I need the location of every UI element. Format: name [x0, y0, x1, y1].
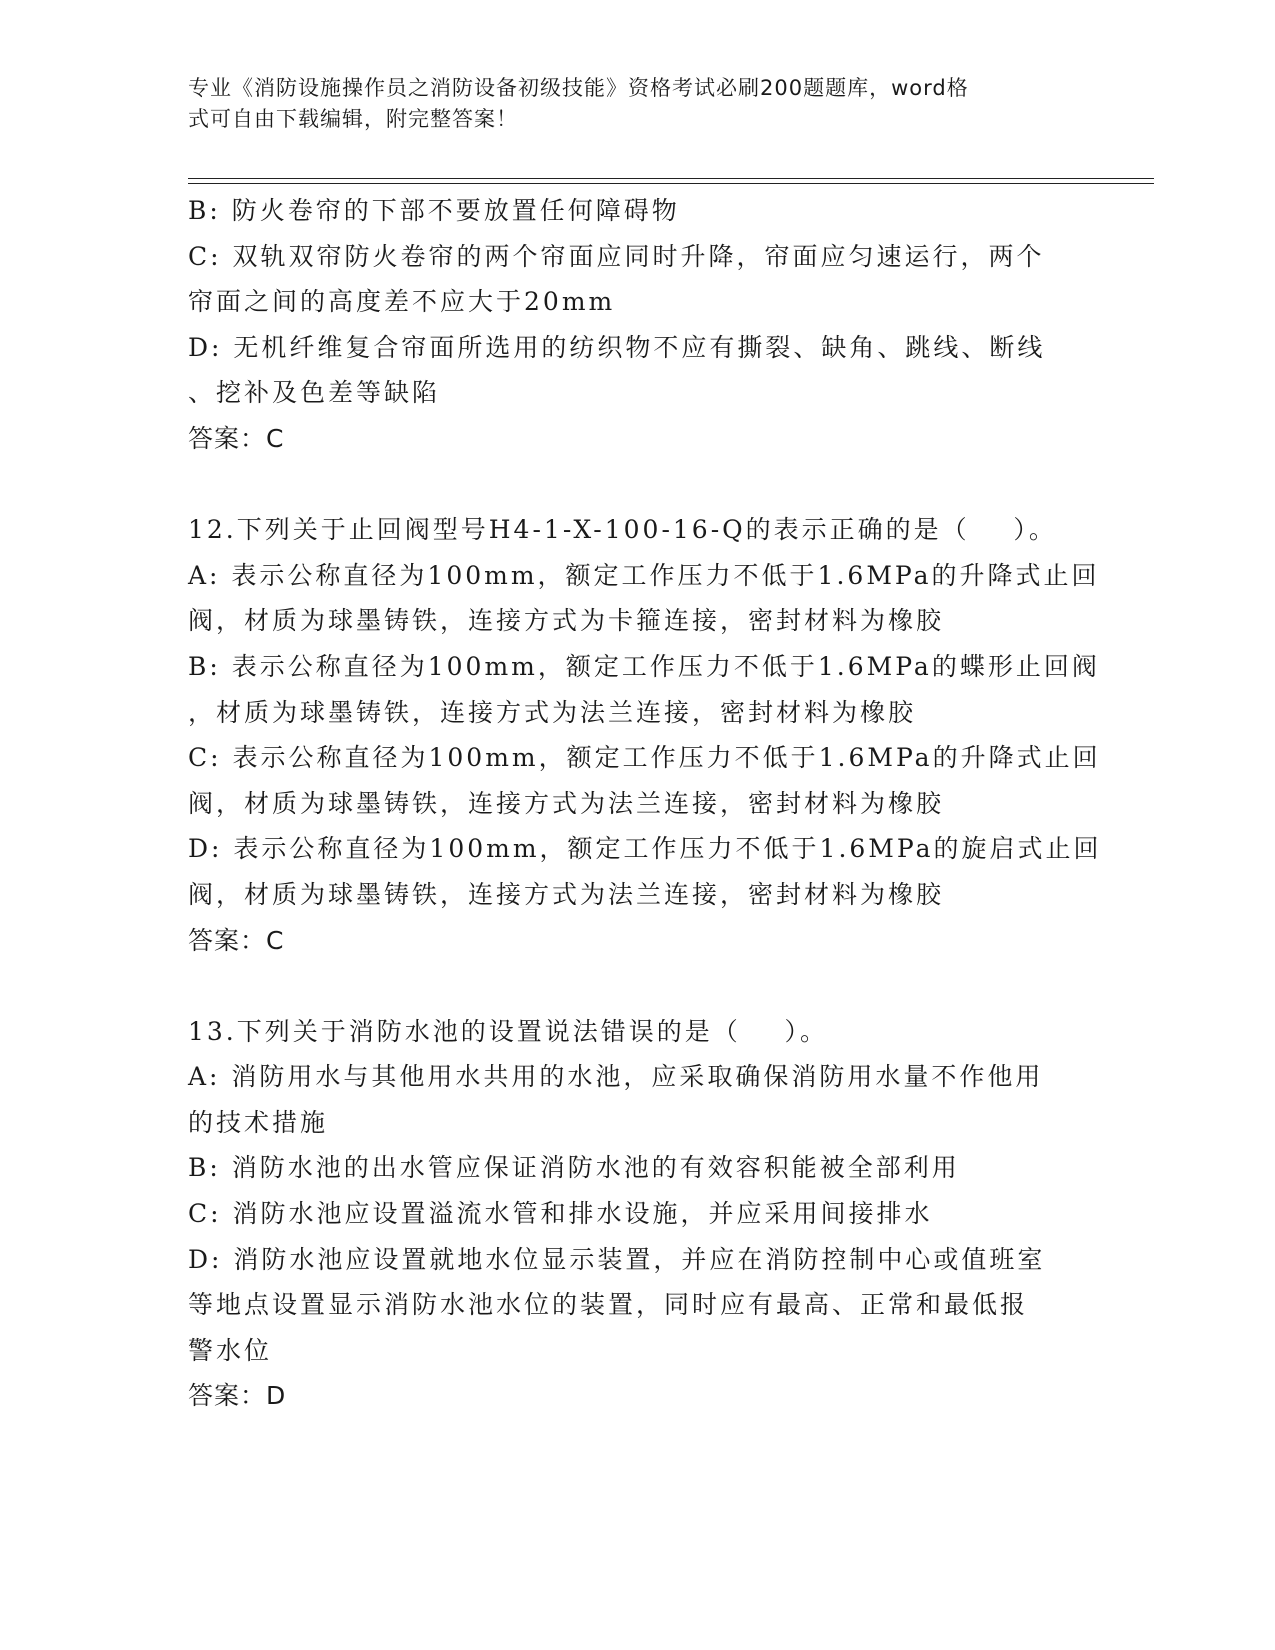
option-line: C: 表示公称直径为100mm，额定工作压力不低于1.6MPa的升降式止回	[188, 743, 1101, 773]
option-line: B: 防火卷帘的下部不要放置任何障碍物	[188, 196, 680, 225]
option-line: 等地点设置显示消防水池水位的装置，同时应有最高、正常和最低报	[188, 1290, 1029, 1320]
question-title: 13.下列关于消防水池的设置说法错误的是（ ）。	[188, 1016, 829, 1046]
option-line: C: 双轨双帘防火卷帘的两个帘面应同时升降，帘面应匀速运行，两个	[188, 241, 1045, 271]
option-line: 的技术措施	[188, 1107, 329, 1137]
header-line-1: 专业《消防设施操作员之消防设备初级技能》资格考试必刷200题题库，word格	[188, 76, 969, 100]
option-line: 阀，材质为球墨铸铁，连接方式为法兰连接，密封材料为橡胶	[188, 879, 945, 909]
option-line: ，材质为球墨铸铁，连接方式为法兰连接，密封材料为橡胶	[188, 697, 917, 727]
option-line: D: 表示公称直径为100mm，额定工作压力不低于1.6MPa的旋启式止回	[188, 834, 1102, 864]
option-line: C: 消防水池应设置溢流水管和排水设施，并应采用间接排水	[188, 1199, 933, 1229]
option-line: 警水位	[188, 1335, 273, 1365]
blank-line	[188, 963, 1088, 1009]
answer-line: 答案：C	[188, 423, 285, 453]
header-divider-top	[188, 178, 1154, 179]
answer-line: 答案：C	[188, 925, 285, 955]
option-line: 、挖补及色差等缺陷	[188, 378, 441, 408]
blank-line	[188, 462, 1088, 508]
option-line: 帘面之间的高度差不应大于20mm	[188, 287, 616, 317]
option-line: A: 消防用水与其他用水共用的水池，应采取确保消防用水量不作他用	[188, 1062, 1044, 1092]
answer-line: 答案：D	[188, 1381, 287, 1411]
option-line: D: 消防水池应设置就地水位显示装置，并应在消防控制中心或值班室	[188, 1244, 1046, 1274]
document-header	[188, 73, 1068, 135]
option-line: B: 表示公称直径为100mm，额定工作压力不低于1.6MPa的蝶形止回阀	[188, 651, 1100, 681]
header-divider-bottom	[188, 183, 1154, 184]
option-line: B: 消防水池的出水管应保证消防水池的有效容积能被全部利用	[188, 1153, 960, 1183]
option-line: A: 表示公称直径为100mm，额定工作压力不低于1.6MPa的升降式止回	[188, 560, 1100, 590]
question-title: 12.下列关于止回阀型号H4-1-X-100-16-Q的表示正确的是（ ）。	[188, 515, 1057, 545]
option-line: 阀，材质为球墨铸铁，连接方式为法兰连接，密封材料为橡胶	[188, 788, 945, 818]
question-content	[188, 188, 1102, 1419]
option-line: 阀，材质为球墨铸铁，连接方式为卡箍连接，密封材料为橡胶	[188, 606, 945, 636]
header-line-2: 式可自由下载编辑，附完整答案！	[188, 107, 518, 131]
option-line: D: 无机纤维复合帘面所选用的纺织物不应有撕裂、缺角、跳线、断线	[188, 332, 1046, 362]
